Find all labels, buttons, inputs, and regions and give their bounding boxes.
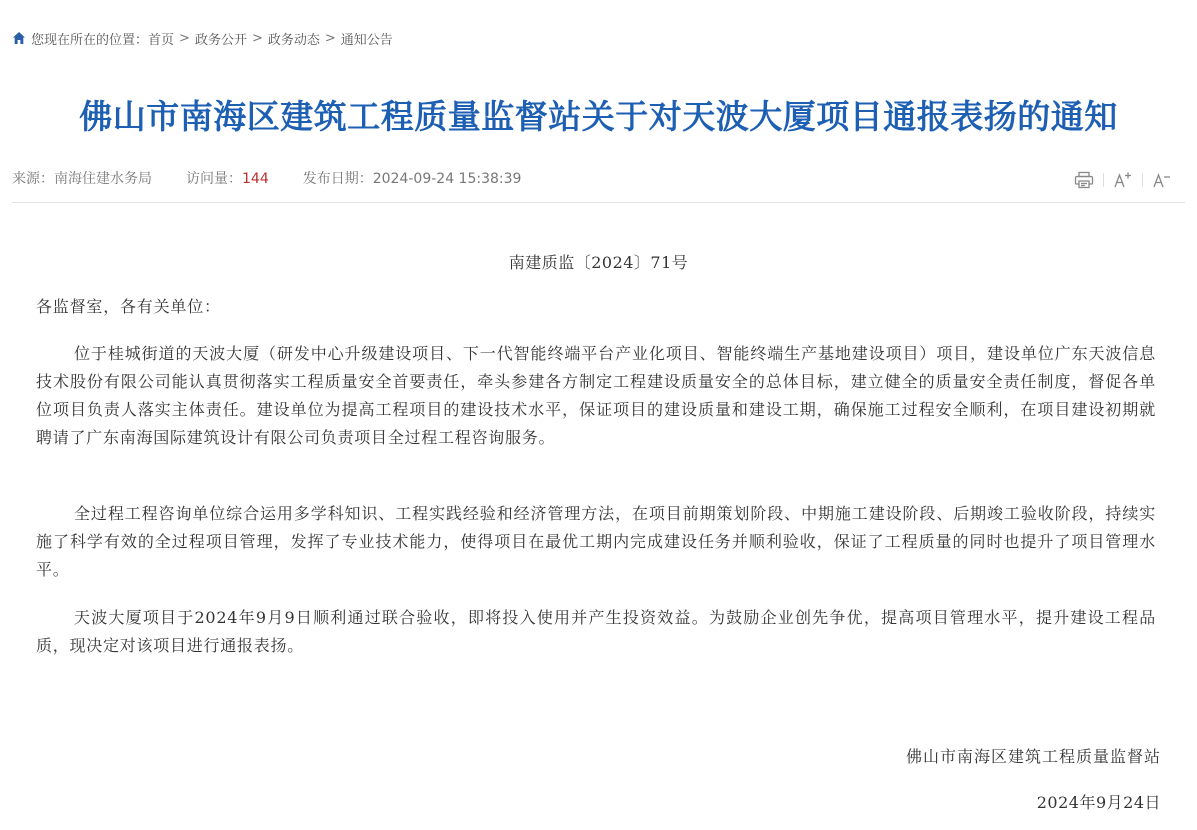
header-divider [12, 202, 1185, 203]
meta-date-label: 发布日期： [302, 171, 373, 187]
meta-views-label: 访问量： [186, 171, 242, 187]
font-decrease-icon [1152, 171, 1172, 189]
signature-date: 2024年9月24日 [1036, 793, 1161, 812]
breadcrumb-separator: > [251, 30, 263, 46]
article-title: 佛山市南海区建筑工程质量监督站关于对天波大厦项目通报表扬的通知 [79, 97, 1118, 136]
signature-organization: 佛山市南海区建筑工程质量监督站 [905, 747, 1161, 766]
body-paragraph: 位于桂城街道的天波大厦（研发中心升级建设项目、下一代智能终端平台产业化项目、智能终端生产基地建设项目）项目，建设单位广东天波信息技术股份有限公司能认真贯彻落实工程质量安全首要责任，牵头参建各方制定工程建设质量安全的总体目标，建立健全的质量安全责任制度，督促各单位项目负责人落实主体责任。建设单位为提高工程项目的建设技术水平，保证项目的建设质量和建设工期，确保施工过程安全顺利，在项目建设初期就聘请了广东南海国际建筑设计有限公司负责项目全过程工程咨询服务。 [36, 344, 1156, 447]
meta-date-value: 2024-09-24 15:38:39 [372, 171, 522, 187]
tool-divider [1142, 173, 1143, 187]
breadcrumb-prefix: 您现在所在的位置： [31, 32, 149, 48]
meta-source-label: 来源： [12, 171, 54, 187]
article-tools [1071, 168, 1175, 192]
breadcrumb-link-government-news[interactable]: 政务动态 [267, 32, 320, 48]
breadcrumb-link-home[interactable]: 首页 [148, 32, 175, 48]
meta-source-value: 南海住建水务局 [54, 171, 152, 187]
document-number: 南建质监〔2024〕71号 [508, 253, 689, 272]
body-paragraph: 天波大厦项目于2024年9月9日顺利通过联合验收，即将投入使用并产生投资效益。为鼓励企业创先争优，提高项目管理水平，提升建设工程品质，现决定对该项目进行通报表扬。 [36, 608, 1156, 655]
breadcrumb-separator: > [324, 30, 336, 46]
article-meta [12, 168, 555, 188]
meta-source [12, 168, 152, 188]
meta-date [303, 168, 522, 188]
font-increase-button[interactable] [1110, 168, 1136, 192]
tool-divider [1103, 173, 1104, 187]
breadcrumb [12, 28, 393, 48]
print-button[interactable] [1071, 168, 1097, 192]
meta-views [186, 168, 269, 188]
font-decrease-button[interactable] [1149, 168, 1175, 192]
salutation: 各监督室，各有关单位： [36, 297, 221, 316]
print-icon [1074, 171, 1094, 189]
breadcrumb-link-government-affairs[interactable]: 政务公开 [194, 32, 247, 48]
body-paragraph: 全过程工程咨询单位综合运用多学科知识、工程实践经验和经济管理方法，在项目前期策划阶段、中期施工建设阶段、后期竣工验收阶段，持续实施了科学有效的全过程项目管理，发挥了专业技术能力，使得项目在最优工期内完成建设任务并顺利验收，保证了工程质量的同时也提升了项目管理水平。 [36, 504, 1156, 579]
breadcrumb-separator: > [179, 30, 190, 46]
font-increase-icon [1113, 171, 1133, 189]
breadcrumb-link-notices[interactable]: 通知公告 [340, 32, 393, 48]
home-icon[interactable] [12, 31, 26, 45]
meta-views-value: 144 [242, 171, 269, 187]
